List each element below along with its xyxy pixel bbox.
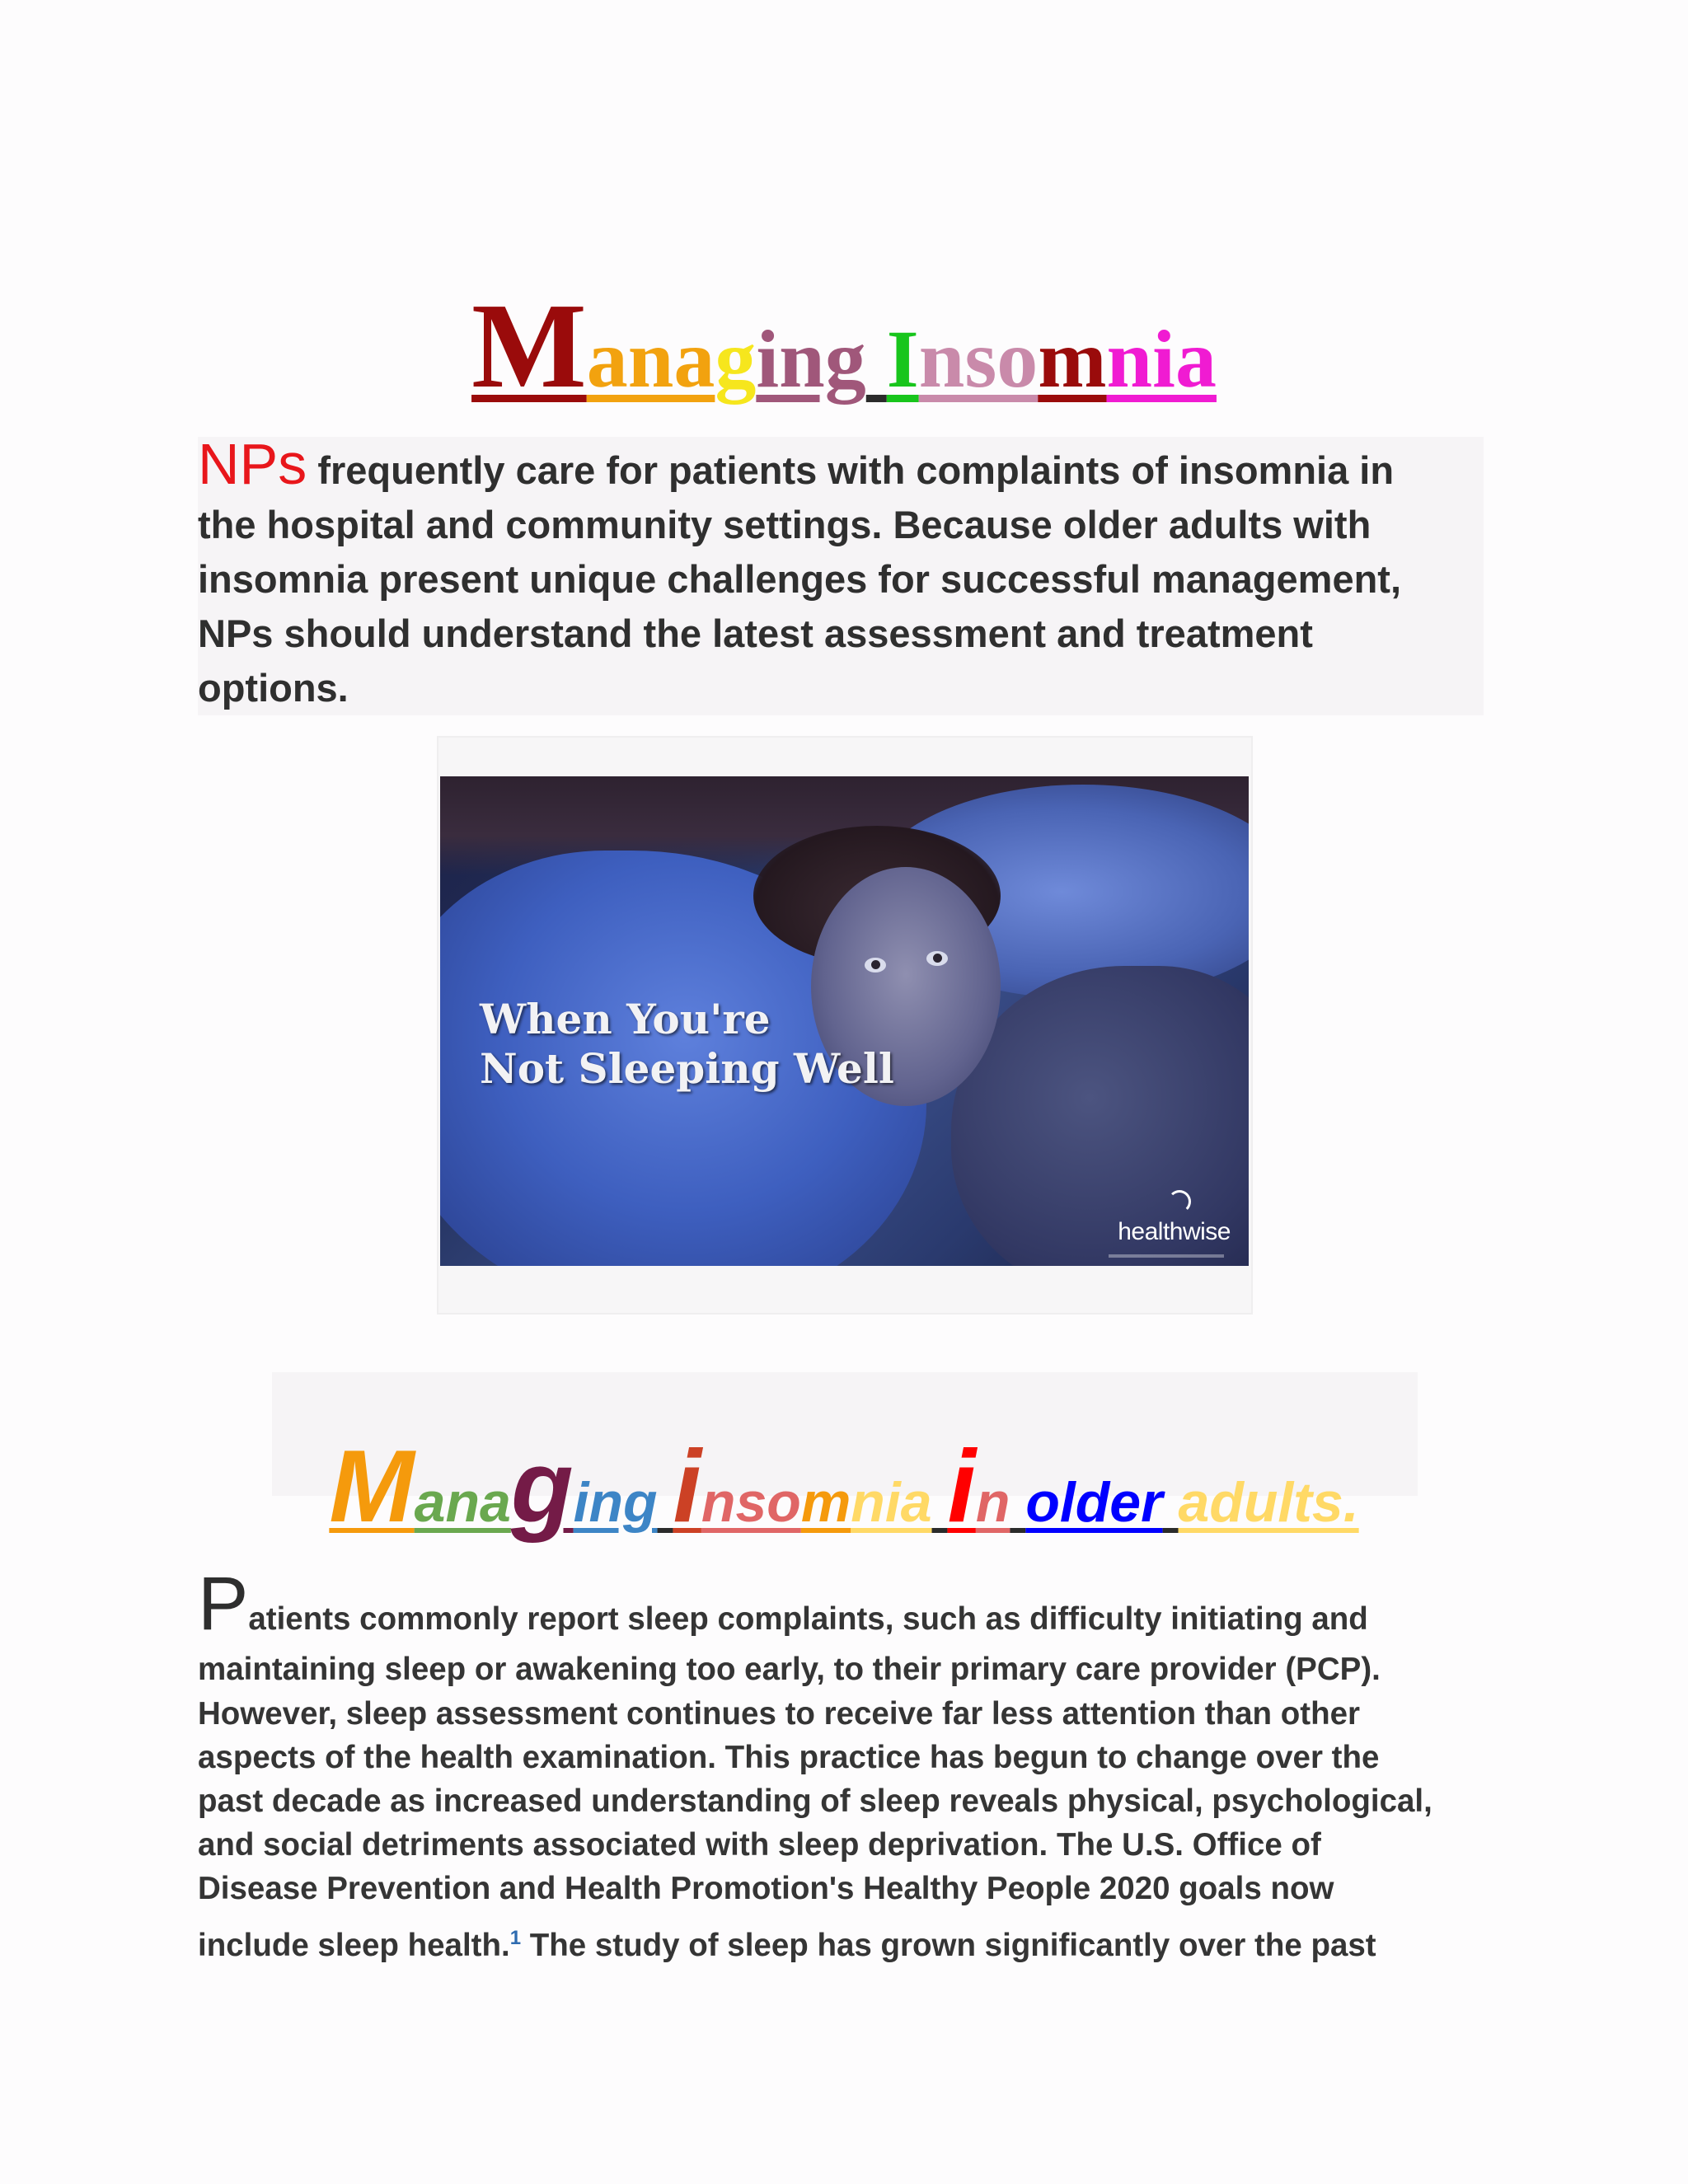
title-segment: ing	[756, 313, 866, 405]
body-paragraph	[198, 1562, 1500, 1974]
intro-line: the hospital and community settings. Because older adults with	[198, 503, 1372, 546]
subtitle-segment: i	[947, 1430, 976, 1544]
intro-line: options.	[198, 666, 349, 710]
drop-cap: P	[198, 1562, 249, 1646]
subtitle-segment: nso	[701, 1471, 801, 1535]
subtitle-segment: n	[975, 1471, 1010, 1535]
body-line-first	[198, 1562, 1500, 1648]
title-segment: ana	[586, 313, 715, 405]
insomnia-video-thumbnail[interactable]	[440, 776, 1249, 1266]
healthwise-brand: healthwise	[1118, 1218, 1231, 1245]
body-line: atients commonly report sleep complaints, such as difficulty initiating and	[248, 1601, 1368, 1637]
healthwise-logo-icon	[1168, 1190, 1191, 1213]
body-line: aspects of the health examination. This practice has begun to change over the	[198, 1740, 1380, 1775]
subtitle-segment: g	[510, 1430, 574, 1544]
subtitle-segment: older	[1025, 1471, 1163, 1535]
subtitle-segment: m	[800, 1471, 851, 1535]
subtitle-segment	[658, 1471, 673, 1534]
intro-paragraph	[198, 432, 1484, 715]
image-caption: When You're Not Sleeping Well	[480, 995, 894, 1093]
body-line: maintaining sleep or awakening too early, to their primary care provider (PCP).	[198, 1652, 1381, 1687]
title-segment: I	[886, 313, 919, 405]
intro-line: frequently care for patients with complaints of insomnia in	[317, 448, 1395, 492]
intro-line: insomnia present unique challenges for successful management,	[198, 557, 1402, 601]
body-line-part: include sleep health.	[198, 1927, 510, 1963]
subtitle-segment	[932, 1471, 948, 1534]
subtitle-segment: i	[673, 1430, 701, 1544]
title-segment: nia	[1106, 313, 1217, 405]
body-line-part: The study of sleep has grown significantly over the past	[521, 1927, 1376, 1963]
intro-line: NPs should understand the latest assessment and treatment	[198, 612, 1313, 655]
title-segment: M	[471, 279, 587, 414]
brand-tagline	[1109, 1254, 1224, 1258]
body-line-last	[198, 1910, 1500, 1974]
subtitle-segment: nia	[851, 1471, 932, 1535]
subtitle-segment: ana	[414, 1471, 511, 1535]
body-line: However, sleep assessment continues to receive far less attention than other	[198, 1696, 1361, 1732]
body-line: Disease Prevention and Health Promotion's Healthy People 2020 goals now	[198, 1871, 1334, 1906]
body-line: and social detriments associated with sleep deprivation. The U.S. Office of	[198, 1827, 1321, 1863]
subtitle-segment: M	[329, 1430, 415, 1544]
title-segment: nso	[918, 313, 1039, 405]
section-heading	[0, 1421, 1688, 1554]
title-segment: g	[715, 313, 757, 405]
subtitle-segment	[1163, 1471, 1179, 1534]
eye-left	[865, 958, 886, 972]
title-segment: m	[1038, 313, 1107, 405]
title-segment	[866, 313, 887, 405]
intro-lead: NPs	[198, 432, 307, 496]
footnote-1-link[interactable]: 1	[509, 1927, 522, 1949]
body-line: past decade as increased understanding of sleep reveals physical, psychological,	[198, 1783, 1432, 1819]
subtitle-segment: ing	[573, 1471, 658, 1535]
subtitle-segment	[1010, 1471, 1025, 1534]
subtitle-segment: adults.	[1178, 1471, 1359, 1535]
eye-right	[926, 951, 948, 966]
page-title	[0, 274, 1688, 420]
